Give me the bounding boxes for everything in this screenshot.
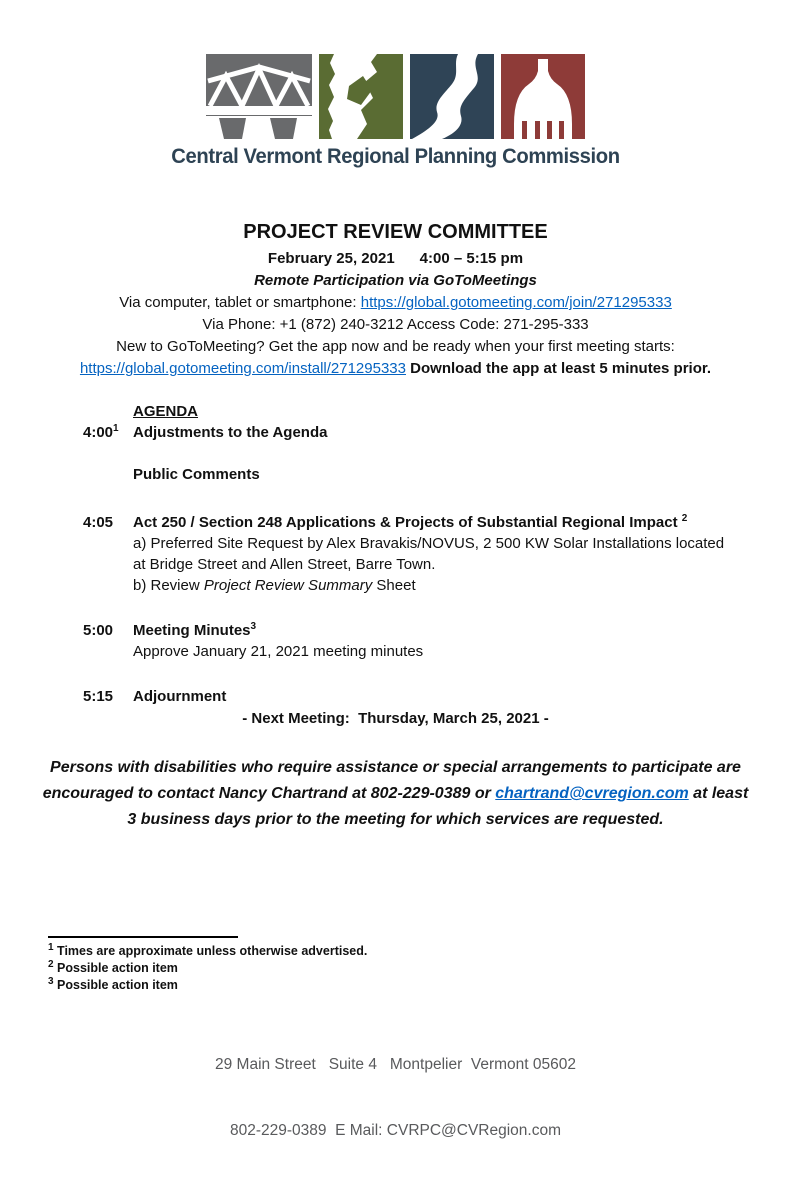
agenda-time: 5:15 bbox=[83, 688, 114, 705]
phone-line: Via Phone: +1 (872) 240-3212 Access Code: 271-295-333 bbox=[202, 316, 589, 333]
agenda-item-detail-b: b) Review Project Review Summary Sheet bbox=[133, 577, 416, 594]
cvrpc-logo bbox=[0, 54, 791, 169]
chartrand-email-link[interactable]: chartrand@cvregion.com bbox=[495, 785, 689, 802]
agenda-time: 4:05 bbox=[83, 514, 114, 531]
agenda-item-body bbox=[133, 512, 733, 596]
river-icon bbox=[410, 54, 494, 139]
agenda-item-adjustments bbox=[48, 422, 743, 443]
join-meeting-link[interactable]: https://global.gotomeeting.com/join/271295333 bbox=[360, 294, 672, 311]
bridge-icon bbox=[206, 54, 312, 139]
agenda-item-body bbox=[133, 620, 733, 662]
agenda-item-title: Meeting Minutes$^3$ bbox=[133, 621, 257, 639]
meeting-header bbox=[0, 219, 791, 380]
agenda-document-page bbox=[0, 54, 791, 1139]
agenda-time: 5:00 bbox=[83, 622, 114, 639]
agenda-time bbox=[83, 464, 133, 485]
logo-wordmark: Central Vermont Regional Planning Commission bbox=[171, 144, 620, 168]
footnotes bbox=[48, 936, 367, 994]
footnote-divider bbox=[48, 936, 238, 938]
install-app-link[interactable]: https://global.gotomeeting.com/install/271295333 bbox=[79, 360, 406, 377]
footnote-1: $^1$ Times are approximate unless otherwise advertised. bbox=[48, 941, 368, 958]
page-title: PROJECT REVIEW COMMITTEE bbox=[243, 221, 548, 243]
install-note: Download the app at least 5 minutes prior. bbox=[406, 360, 712, 377]
remote-participation-line: Remote Participation via GoToMeetings bbox=[254, 272, 537, 289]
agenda-heading: AGENDA bbox=[133, 403, 199, 420]
capitol-dome-icon bbox=[501, 54, 585, 139]
page-footer bbox=[0, 1010, 791, 1186]
agenda-item-minutes bbox=[48, 620, 743, 662]
join-line bbox=[0, 292, 791, 314]
logo-tiles bbox=[0, 54, 791, 139]
agenda-item-public-comments bbox=[48, 464, 743, 485]
accessibility-notice: Persons with disabilities who require assistance or special arrangements to participate are encouraged to contact Nancy Chartrand at 802-229-0389 or chartrand@cvregion.com at least 3 business days prior to the meeting for which services are requested. bbox=[42, 759, 753, 828]
agenda-item-adjournment bbox=[48, 686, 743, 707]
gtm-new-line: New to GoToMeeting? Get the app now and be ready when your first meeting starts: bbox=[116, 338, 675, 355]
meeting-datetime: February 25, 2021 4:00 – 5:15 pm bbox=[267, 250, 524, 267]
agenda-item-title: Adjustments to the Agenda bbox=[133, 424, 328, 441]
agenda-time: $4:00^1$ bbox=[83, 423, 119, 441]
install-line bbox=[0, 358, 791, 380]
footer-address: 29 Main Street Suite 4 Montpelier Vermont 05602 bbox=[214, 1056, 576, 1073]
footnote-3: $^3$ Possible action item bbox=[48, 975, 178, 992]
next-meeting-line: - Next Meeting: Thursday, March 25, 2021 - bbox=[242, 710, 549, 727]
agenda-item-detail-a: a) Preferred Site Request by Alex Bravakis/NOVUS, 2 500 KW Solar Installations located at Bridge Street and Allen Street, Barre Town. bbox=[133, 535, 725, 573]
footer-contact: 802-229-0389 E Mail: CVRPC@CVRegion.com bbox=[229, 1122, 562, 1139]
agenda-item-title: Act 250 / Section 248 Applications & Projects of Substantial Regional Impact $^2$ bbox=[133, 513, 688, 531]
agenda-item-detail: Approve January 21, 2021 meeting minutes bbox=[133, 643, 424, 660]
agenda-item-title: Adjournment bbox=[133, 688, 227, 705]
agenda-item-title: Public Comments bbox=[133, 466, 260, 483]
join-line-prefix: Via computer, tablet or smartphone: bbox=[119, 294, 361, 311]
footnote-2: $^2$ Possible action item bbox=[48, 958, 178, 975]
agenda-section bbox=[0, 401, 791, 729]
vermont-state-icon bbox=[319, 54, 403, 139]
agenda-item-act250 bbox=[48, 512, 743, 596]
